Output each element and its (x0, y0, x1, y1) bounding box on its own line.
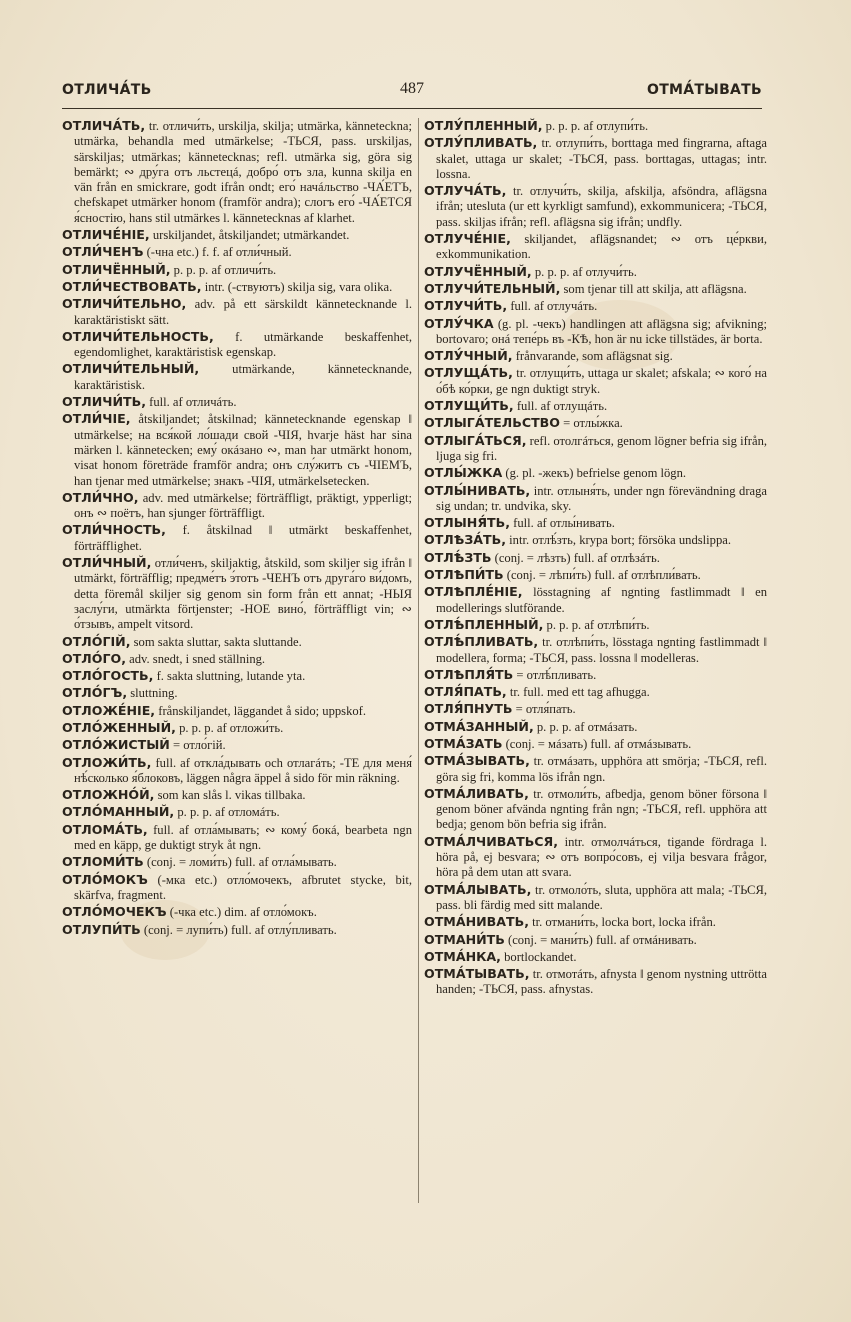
entry-definition: = отло́гій. (169, 738, 226, 753)
dictionary-entry (62, 755, 412, 787)
entry-headword: ОТЛУ́ПЛЕННЫЙ, (424, 118, 543, 133)
dictionary-entry (62, 394, 412, 410)
dictionary-entry (424, 183, 767, 230)
entry-headword: ОТЛУЧА́ТЬ, (424, 183, 507, 199)
entry-definition: tr. отмоло́ть, sluta, upphöra att mala; -ТЬСЯ, pass. bli färdig med sitt malande. (436, 882, 767, 912)
entry-headword: ОТЛИ́ЧЕНЪ (62, 244, 144, 260)
dictionary-entry (62, 262, 412, 278)
entry-headword: ОТЛУ́ПЛИВАТЬ, (424, 135, 538, 151)
dictionary-entry (424, 667, 767, 683)
entry-headword: ОТЛЫНЯ́ТЬ, (424, 515, 511, 531)
entry-definition: отли́ченъ, skiljaktig, åtskild, som skiljer sig ifrån ‖ utmärkt, förträfflig; предме́тъ э́тотъ -ЧЕНЪ отъ друга́го ви́домъ, detta föremål skiljer sig genom sin form från ett annat; -НЫЯ заслу́ги, utmärkta förtjenster; -НОЕ вино́, förträffligt vin; ∾ о́тзывъ, ampelt vitsord. (74, 556, 412, 632)
entry-definition: utmärkande, kännetecknande, karaktäristisk. (74, 362, 412, 392)
page-number: 487 (400, 80, 424, 97)
entry-definition: (-чка etc.) dim. af отло́мокъ. (166, 905, 317, 920)
dictionary-entry (424, 834, 767, 881)
dictionary-entry (424, 701, 767, 717)
dictionary-entry (424, 736, 767, 752)
entry-headword: ОТЛО́ГЪ, (62, 685, 128, 701)
entry-definition: (g. pl. -жекъ) befrielse genom lögn. (502, 466, 687, 481)
entry-headword: ОТЛЫГА́ТЕЛЬСТВО (424, 415, 560, 431)
dictionary-entry (424, 365, 767, 397)
entry-definition: bortlockandet. (500, 949, 577, 964)
entry-definition: urskiljandet, åtskiljandet; utmärkandet. (149, 228, 350, 243)
entry-headword: ОТЛЫ́ЖКА (424, 465, 503, 481)
entry-definition: full. af откла́дывать och отлагáть; -ТЕ для меня́ нѣ́сколько я́блоковъ, läggen några äppel å sido för min räkning. (74, 755, 412, 785)
entry-definition: tr. отлѣпи́ть, lösstaga ngnting fastlimmadt ‖ modellera, forma; -ТЬСЯ, pass. lossna ‖ modelleras. (436, 635, 767, 665)
dictionary-entry (62, 651, 412, 667)
entry-definition: = отлѣ́пливать. (513, 667, 597, 682)
dictionary-entry (62, 522, 412, 554)
entry-definition: (conj. = мáзать) full. af отмáзывать. (502, 736, 692, 751)
entry-headword: ОТЛѢЗА́ТЬ, (424, 532, 507, 548)
entry-definition: lösstagning af ngnting fastlimmadt ‖ en modellerings slutförande. (436, 585, 767, 615)
dictionary-entry (424, 932, 767, 948)
entry-headword: ОТЛУЩИ́ТЬ, (424, 398, 514, 414)
entry-headword: ОТЛО́ЖЕННЫЙ, (62, 719, 176, 735)
entry-definition: tr. отлупи́ть, borttaga med fingrarna, aftaga skalet, uttaga ur skalet; -ТЬСЯ, pass. borttagas, uttagas; intr. lossna. (436, 136, 767, 181)
dictionary-entry (424, 634, 767, 666)
dictionary-entry (62, 737, 412, 753)
entry-headword: ОТЛИЧЕ́НІЕ, (62, 227, 150, 243)
entry-definition: intr. отмолчáться, tigande fördraga l. höra på, ej besvara; ∾ отъ вопро́совъ, ej vilja besvara frågor, höra på dem utan att svara. (436, 834, 767, 880)
dictionary-entry (62, 244, 412, 260)
dictionary-entry (62, 685, 412, 701)
entry-definition: (conj. = лупи́ть) full. af отлу́пливать. (140, 922, 337, 937)
dictionary-entry (62, 296, 412, 328)
entry-definition: (conj. = лѣпи́ть) full. af отлѣпли́вать. (503, 568, 701, 583)
dictionary-entry (424, 914, 767, 930)
dictionary-entry (424, 786, 767, 833)
entry-headword: ОТЛО́ГОСТЬ, (62, 668, 154, 684)
entry-definition: p. p. p. af отломáть. (174, 805, 280, 820)
entry-definition: intr. отлыня́ть, under ngn förevändning draga sig undan; tr. undvika, sky. (436, 483, 767, 513)
entry-headword: ОТЛИЧА́ТЬ, (62, 118, 146, 133)
header-right-guideword: ОТМА́ТЫВАТЬ (647, 82, 762, 98)
entry-headword: ОТМА́ЛЧИВАТЬСЯ, (424, 833, 559, 849)
entry-definition: intr. отлѣ́зть, krypa bort; försöka undslippa. (506, 533, 732, 548)
entry-definition: intr. (-ствуютъ) skilja sig, vara olika. (201, 279, 393, 294)
dictionary-entry (62, 411, 412, 488)
entry-headword: ОТМА́НИВАТЬ, (424, 914, 529, 930)
entry-headword: ОТМА́ЗЫВАТЬ, (424, 753, 530, 769)
entry-headword: ОТЛИ́ЧНО, (62, 489, 139, 505)
dictionary-entry (424, 415, 767, 431)
entry-headword: ОТЛЫГА́ТЬСЯ, (424, 432, 527, 448)
entry-headword: ОТЛУ́ЧКА (424, 315, 494, 331)
dictionary-entry (62, 555, 412, 632)
dictionary-entry (424, 298, 767, 314)
dictionary-entry (424, 550, 767, 566)
entry-definition: full. af отлущáть. (513, 399, 608, 414)
dictionary-entry (62, 668, 412, 684)
dictionary-entry (424, 398, 767, 414)
entry-definition: adv. snedt, i sned ställning. (125, 651, 266, 666)
dictionary-entry (424, 617, 767, 633)
dictionary-entry (62, 720, 412, 736)
dictionary-entry (424, 684, 767, 700)
entry-definition: skiljandet, aflägsnandet; ∾ отъ це́ркви, exkommunikation. (436, 232, 767, 262)
entry-headword: ОТЛИ́ЧІЕ, (62, 411, 131, 427)
dictionary-entry (62, 922, 412, 938)
dictionary-entry (62, 361, 412, 393)
entry-headword: ОТЛЯ́ПНУТЬ (424, 701, 513, 717)
dictionary-entry (424, 118, 767, 134)
entry-definition: adv. på ett särskildt kännetecknande l. karaktäristiskt sätt. (74, 297, 412, 327)
entry-headword: ОТМАНИ́ТЬ (424, 931, 505, 947)
entry-headword: ОТМА́ЗАТЬ (424, 735, 503, 751)
entry-definition: som tjenar till att skilja, att aflägsna. (560, 281, 747, 296)
dictionary-entry (62, 634, 412, 650)
dictionary-entry (424, 966, 767, 998)
entry-headword: ОТЛИ́ЧНЫЙ, (62, 555, 152, 571)
entry-headword: ОТЛУЩА́ТЬ, (424, 365, 513, 381)
entry-headword: ОТЛО́ЖИСТЫЙ (62, 737, 170, 753)
entry-headword: ОТЛИЧЁННЫЙ, (62, 261, 171, 277)
entry-headword: ОТЛУЧЁННЫЙ, (424, 263, 532, 279)
left-column (62, 118, 412, 939)
entry-headword: ОТЛИЧИ́ТЕЛЬНЫЙ, (62, 361, 200, 377)
entry-headword: ОТЛО́МОКЪ (62, 871, 148, 887)
entry-definition: p. p. p. af отлѣпи́ть. (543, 617, 650, 632)
entry-headword: ОТЛѢПИ́ТЬ (424, 567, 504, 583)
dictionary-entry (62, 872, 412, 904)
entry-definition: tr. отмáзать, upphöra att smörja; -ТЬСЯ, refl. göra sig fri, komma lös ifrån ngn. (436, 754, 767, 784)
entry-definition: = отлы́жка. (559, 416, 623, 431)
entry-definition: p. p. p. af отложи́ть. (175, 720, 284, 735)
entry-headword: ОТЛѢ́ЗТЬ (424, 549, 492, 565)
dictionary-entry (62, 822, 412, 854)
entry-definition: tr. отмоли́ть, afbedja, genom böner försona ‖ genom böner afvända ngnting från ngn; -ТЬСЯ, refl. upphöra att bedja; genom bön befria sig ifrån. (436, 786, 767, 832)
entry-definition: refl. отолгáться, genom lögner befria sig ifrån, ljuga sig fri. (436, 433, 768, 463)
dictionary-entry (62, 118, 412, 226)
dictionary-entry (424, 231, 767, 263)
dictionary-entry (424, 348, 767, 364)
entry-headword: ОТЛУПИ́ТЬ (62, 921, 141, 937)
entry-headword: ОТМА́ЗАННЫЙ, (424, 718, 534, 734)
column-divider (418, 118, 419, 1203)
entry-definition: tr. отлучи́ть, skilja, afskilja, afsöndra, aflägsna ifrån; utesluta (ur ett kyrkligt samfund), exkommunicera; -ТЬСЯ, pass. skiljas ifrån; refl. aflägsna sig ifrån; undfly. (436, 184, 767, 229)
entry-headword: ОТЛОЖИ́ТЬ, (62, 754, 152, 770)
entry-headword: ОТЛУЧИ́ТЬ, (424, 298, 508, 314)
entry-definition: åtskiljandet; åtskilnad; kännetecknande egenskap ‖ utmärkelse; на вся́кой ло́шади свой -ЧІЯ, hvarje häst har sina märken l. kännetecken; ему́ окáзано ∾, man har utmärkt honom, visat honom företräde framför andra; онъ слу́житъ съ -ЧІЕМЪ, han tjenar med utmärkelse; знакъ -ЧІЯ, utmärkelsetecken. (74, 412, 412, 488)
entry-headword: ОТЛОМИ́ТЬ (62, 854, 144, 870)
entry-headword: ОТМА́ТЫВАТЬ, (424, 966, 530, 982)
entry-definition: (g. pl. -чекъ) handlingen att aflägsna sig; afvikning; bortovaro; онá тепе́рь въ -КѢ, hon är nu icke tillstädes, är borta. (436, 316, 767, 346)
entry-definition: f. utmärkande beskaffenhet, egendomlighet, karaktäristisk egenskap. (74, 329, 412, 360)
dictionary-entry (62, 279, 412, 295)
entry-definition: tr. отмотáть, afnysta ‖ genom nystning uttrötta handen; -ТЬСЯ, pass. afnystas. (436, 967, 767, 997)
entry-definition: (conj. = ломи́ть) full. af отла́мывать. (143, 855, 337, 870)
entry-headword: ОТЛИ́ЧНОСТЬ, (62, 522, 166, 538)
dictionary-entry (424, 515, 767, 531)
dictionary-entry (62, 703, 412, 719)
dictionary-entry (424, 281, 767, 297)
entry-definition: p. p. p. af отличи́ть. (170, 262, 277, 277)
dictionary-entry (62, 329, 412, 361)
dictionary-entry (424, 483, 767, 515)
entry-headword: ОТЛѢ́ПЛИВАТЬ, (424, 634, 539, 650)
dictionary-entry (62, 904, 412, 920)
entry-definition: frånskiljandet, läggandet å sido; uppskof. (155, 703, 367, 718)
entry-definition: full. af отлучáть. (507, 299, 598, 314)
entry-headword: ОТЛУ́ЧНЫЙ, (424, 348, 513, 364)
dictionary-entry (424, 316, 767, 348)
dictionary-entry (424, 532, 767, 548)
entry-headword: ОТЛИЧИ́ТЬ, (62, 394, 146, 410)
entry-definition: frånvarande, som aflägsnat sig. (512, 349, 673, 364)
entry-headword: ОТЛОМА́ТЬ, (62, 821, 148, 837)
dictionary-entry (424, 719, 767, 735)
entry-definition: full. af отла́мывать; ∾ кому́ бокá, bearbeta ngn med en käpp, ge duktigt stryk åt ngn. (74, 822, 412, 853)
entry-definition: (-мка etc.) отло́мочекъ, afbrutet stycke, bit, skärfva, fragment. (74, 872, 412, 902)
dictionary-entry (62, 854, 412, 870)
entry-definition: (-чна etc.) f. f. af отли́чный. (143, 245, 292, 260)
entry-headword: ОТМА́ЛЫВАТЬ, (424, 881, 532, 897)
dictionary-entry (62, 804, 412, 820)
entry-headword: ОТЛѢПЛЕ́НІЕ, (424, 584, 523, 600)
header-left-guideword: ОТЛИЧА́ТЬ (62, 82, 152, 98)
entry-definition: p. p. p. af отлучи́ть. (531, 264, 637, 279)
entry-headword: ОТМА́НКА, (424, 948, 501, 964)
entry-headword: ОТЛУЧИ́ТЕЛЬНЫЙ, (424, 280, 561, 296)
entry-definition: tr. full. med ett tag afhugga. (506, 685, 650, 700)
entry-headword: ОТЛО́МОЧЕКЪ (62, 904, 167, 920)
entry-definition: sluttning. (127, 686, 178, 701)
entry-definition: f. åtskilnad ‖ utmärkt beskaffenhet, förträfflighet. (74, 523, 412, 553)
entry-definition: tr. отмани́ть, locka bort, locka ifrån. (528, 915, 716, 930)
entry-headword: ОТЛИ́ЧЕСТВОВАТЬ, (62, 278, 202, 294)
entry-headword: ОТЛУЧЕ́НІЕ, (424, 231, 511, 247)
entry-definition: p. p. p. af отмáзать. (533, 719, 638, 734)
dictionary-entry (424, 264, 767, 280)
dictionary-entry (424, 465, 767, 481)
dictionary-entry (424, 567, 767, 583)
dictionary-entry (62, 227, 412, 243)
entry-definition: (conj. = мани́ть) full. af отмáнивать. (504, 932, 697, 947)
right-column (424, 118, 767, 999)
entry-definition: som kan slås l. vikas tillbaka. (154, 788, 306, 803)
dictionary-entry (424, 433, 767, 465)
entry-definition: adv. med utmärkelse; förträffligt, präktigt, ypperligt; онъ ∾ поётъ, han sjunger förträffligt. (74, 490, 412, 521)
dictionary-entry (62, 787, 412, 803)
page-header (62, 78, 762, 108)
entry-definition: p. p. p. af отлупи́ть. (542, 119, 649, 133)
entry-headword: ОТЛО́МАННЫЙ, (62, 804, 175, 820)
entry-headword: ОТЛѢ́ПЛЕННЫЙ, (424, 616, 544, 632)
entry-headword: ОТМА́ЛИВАТЬ, (424, 785, 529, 801)
entry-headword: ОТЛИЧИ́ТЕЛЬНО, (62, 296, 187, 312)
entry-definition: full. af отлы́нивать. (510, 516, 615, 531)
entry-definition: = отля́пать. (512, 702, 576, 717)
entry-headword: ОТЛОЖНО́Й, (62, 787, 155, 803)
entry-headword: ОТЛИЧИ́ТЕЛЬНОСТЬ, (62, 328, 214, 344)
entry-definition: (conj. = лѣзть) full. af отлѣзáть. (491, 550, 660, 565)
dictionary-entry (62, 490, 412, 522)
entry-definition: tr. отлущи́ть, uttaga ur skalet; afskala; ∾ кого́ на о́бѣ ко́рки, ge ngn duktigt stryk. (436, 366, 767, 396)
dictionary-entry (424, 584, 767, 616)
entry-definition: tr. отличи́ть, urskilja, skilja; utmärka, känneteckna; utmärka, behandla med utmärkelse; -ТЬСЯ, pass. urskiljas, särskiljas; utmärkas; kännetecknas; refl. utmärka sig, göra sig bemärkt; ∾ дру́га отъ льстецá, добро́ отъ зла, kunna skilja en vän från en smickrare, godt ifrån ondt; его́ начáльство -ЧА́ЕТЪ, chefskapet utmärker honom (framför andra); слогъ его́ -ЧА́ЕТСЯ я́сностію, hans stil utmärkes l. kännetecknas af klarhet. (74, 119, 412, 225)
dictionary-entry (424, 949, 767, 965)
entry-headword: ОТЛЯ́ПАТЬ, (424, 684, 507, 700)
entry-definition: full. af отличáть. (146, 395, 237, 410)
dictionary-entry (424, 882, 767, 914)
entry-definition: f. sakta sluttning, lutande yta. (153, 669, 306, 684)
dictionary-entry (424, 135, 767, 182)
entry-headword: ОТЛО́ГІЙ, (62, 633, 131, 649)
entry-headword: ОТЛѢПЛЯ́ТЬ (424, 666, 514, 682)
dictionary-entry (424, 753, 767, 785)
entry-definition: som sakta sluttar, sakta sluttande. (130, 634, 302, 649)
entry-headword: ОТЛО́ГО, (62, 650, 126, 666)
header-rule (62, 108, 762, 109)
entry-headword: ОТЛЫ́НИВАТЬ, (424, 482, 531, 498)
entry-headword: ОТЛОЖЕ́НІЕ, (62, 702, 156, 718)
